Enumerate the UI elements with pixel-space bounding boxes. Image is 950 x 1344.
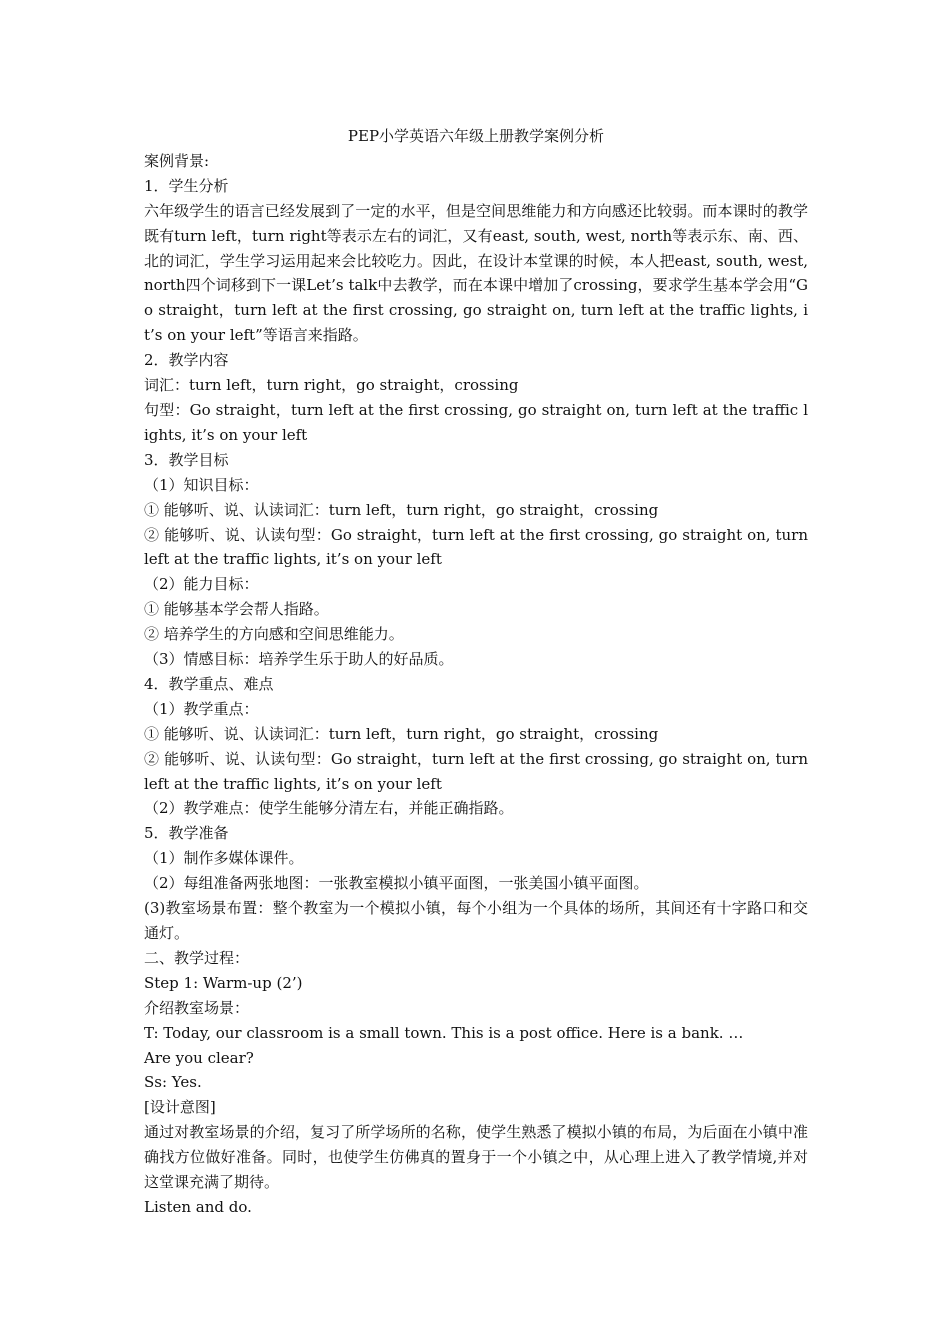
paragraph: 六年级学生的语言已经发展到了一定的水平，但是空间思维能力和方向感还比较弱。而本课时的教学既有turn left，turn right等表示左右的词汇，又有east, south, west, north等表示东、南、西、北的词汇，学生学习运用起来会比较吃力。因此，在设计本堂课的时候，本人把east, south, west, north四个词移到下一课Let’s talk中去教学，而在本课中增加了crossing，要求学生基本学会用“Go straight，turn left at the first crossing, go straight on, turn left at the traffic lights, it’s on your left”等语言来指路。 <box>144 201 808 345</box>
paragraph: （2）每组准备两张地图：一张教室模拟小镇平面图，一张美国小镇平面图。 <box>144 874 649 893</box>
paragraph: 词汇：turn left，turn right，go straight，crossing <box>144 376 519 395</box>
paragraph: Ss: Yes. <box>144 1073 202 1092</box>
section-heading: 5．教学准备 <box>144 824 229 843</box>
section-heading: 2．教学内容 <box>144 351 229 370</box>
paragraph: （1）教学重点： <box>144 699 259 718</box>
paragraph: (3)教室场景布置：整个教室为一个模拟小镇，每个小组为一个具体的场所，其间还有十字路口和交通灯。 <box>144 899 808 942</box>
list-item: ② 能够听、说、认读句型：Go straight，turn left at the first crossing, go straight on, turn left at the traffic lights, it’s on your left <box>144 525 808 569</box>
section-heading: 二、教学过程： <box>144 948 250 967</box>
document-page <box>144 124 808 1220</box>
paragraph: 通过对教室场景的介绍，复习了所学场所的名称，使学生熟悉了模拟小镇的布局，为后面在小镇中准确找方位做好准备。同时，也使学生仿佛真的置身于一个小镇之中，从心理上进入了教学情境,并对这堂课充满了期待。 <box>144 1123 808 1192</box>
paragraph: （1）制作多媒体课件。 <box>144 849 304 868</box>
paragraph: 案例背景: <box>144 151 210 170</box>
paragraph: 介绍教室场景： <box>144 998 250 1017</box>
paragraph: （3）情感目标：培养学生乐于助人的好品质。 <box>144 650 454 669</box>
paragraph: （1）知识目标： <box>144 475 259 494</box>
list-item: ② 能够听、说、认读句型：Go straight，turn left at the first crossing, go straight on, turn left at the traffic lights, it’s on your left <box>144 749 808 793</box>
list-item: ① 能够基本学会帮人指路。 <box>144 600 329 619</box>
list-item: ② 培养学生的方向感和空间思维能力。 <box>144 625 404 644</box>
document-title: PEP小学英语六年级上册教学案例分析 <box>347 127 605 145</box>
section-heading: 1．学生分析 <box>144 176 229 195</box>
list-item: ① 能够听、说、认读词汇：turn left，turn right，go straight，crossing <box>144 500 659 519</box>
paragraph: （2）教学难点：使学生能够分清左右，并能正确指路。 <box>144 799 514 818</box>
paragraph: [设计意图] <box>144 1098 216 1117</box>
paragraph: Listen and do. <box>144 1197 252 1216</box>
section-heading: 4．教学重点、难点 <box>144 674 274 693</box>
paragraph: 句型：Go straight，turn left at the first crossing, go straight on, turn left at the traffic lights, it’s on your left <box>144 400 808 444</box>
list-item: ① 能够听、说、认读词汇：turn left，turn right，go straight，crossing <box>144 724 659 743</box>
paragraph: T: Today, our classroom is a small town. This is a post office. Here is a bank. … <box>144 1023 744 1042</box>
paragraph: （2）能力目标： <box>144 575 259 594</box>
paragraph: Are you clear? <box>144 1048 254 1067</box>
section-heading: 3．教学目标 <box>144 450 229 469</box>
paragraph: Step 1: Warm-up (2’) <box>144 973 303 992</box>
